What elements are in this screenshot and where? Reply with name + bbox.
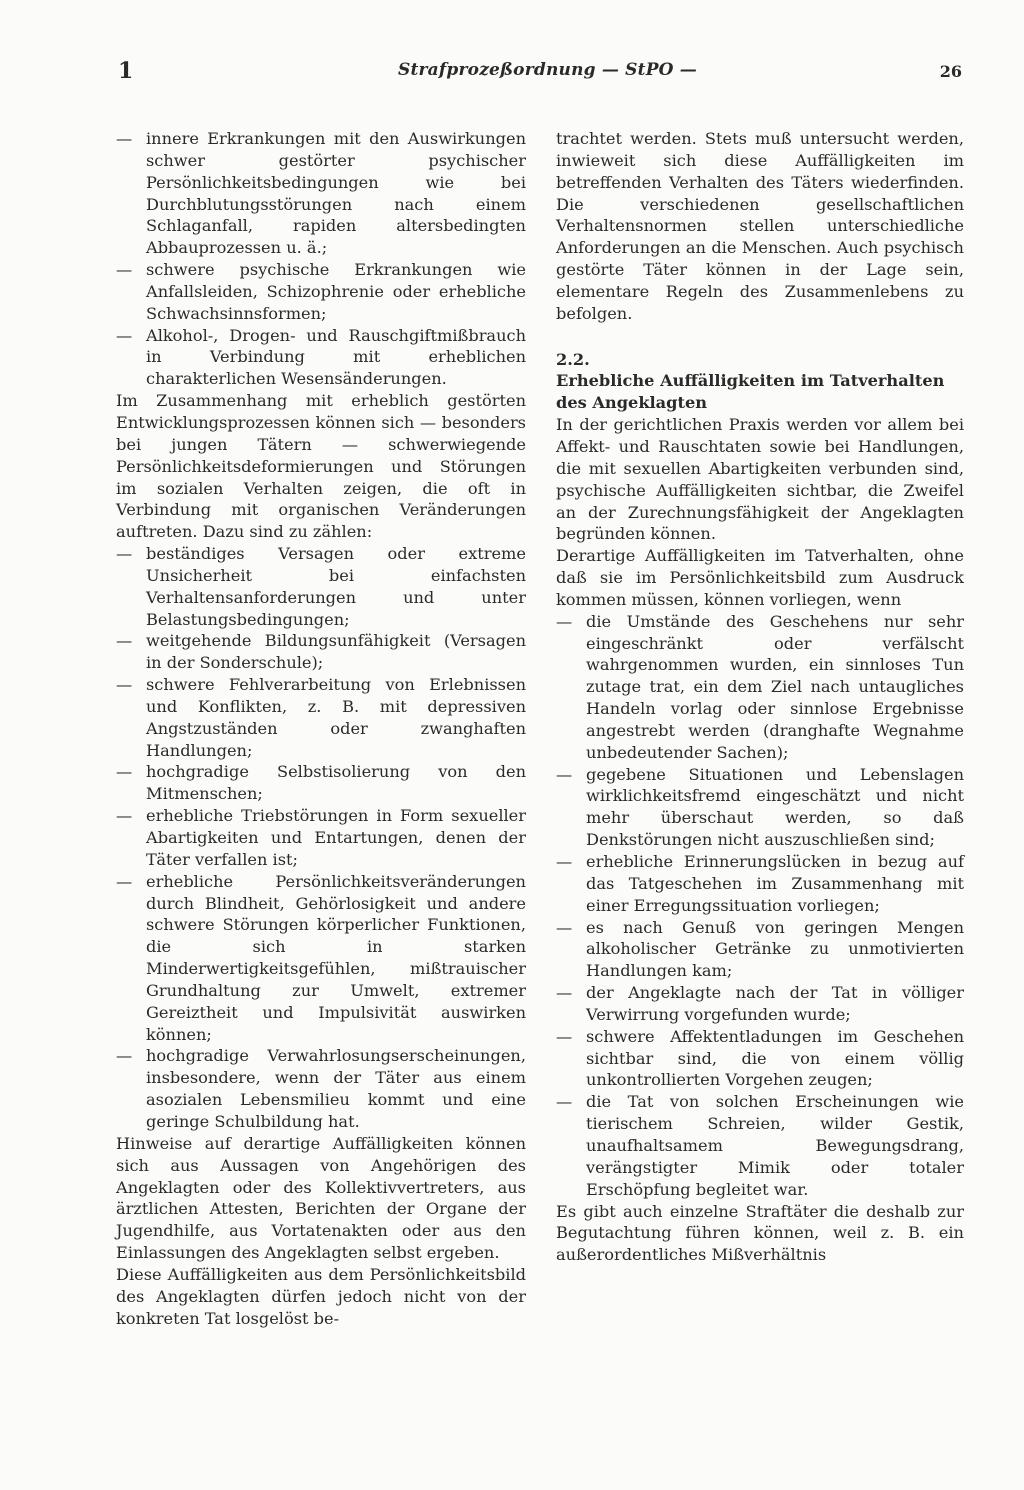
dash-bullet: — (556, 764, 573, 784)
dash-bullet: — (556, 1092, 573, 1112)
dash-bullet: — (116, 260, 133, 280)
dash-bullet: — (116, 544, 133, 564)
dash-bullet: — (116, 631, 133, 651)
list-item: — erhebliche Triebstörungen in Form sexueller Abartigkeiten und Entartungen, denen der Täter verfallen ist; (116, 806, 526, 869)
section-heading: Erhebliche Auffälligkeiten im Tatverhalten des Angeklagten (556, 371, 945, 413)
dash-bullet: — (116, 1046, 133, 1066)
list-item: — weitgehende Bildungsunfähigkeit (Versagen in der Sonderschule); (116, 631, 526, 673)
list-item: — die Umstände des Geschehens nur sehr eingeschränkt oder verfälscht wahrgenommen wurden, ein sinnloses Tun zutage trat, ein dem Ziel nach untaugliches Handeln vorlag oder sinnlose Ergebnisse angestrebt werden (dranghafte Wegnahme unbedeutender Sachen); (556, 611, 964, 762)
dash-bullet: — (116, 871, 133, 891)
page-header (118, 58, 962, 88)
dash-bullet: — (556, 611, 573, 631)
paragraph: Es gibt auch einzelne Straftäter die deshalb zur Begutachtung führen können, weil z. B. ein außerordentliches Mißverhältnis (556, 1201, 964, 1265)
list-item: — beständiges Versagen oder extreme Unsicherheit bei einfachsten Verhaltensanforderungen und unter Belastungsbedingungen; (116, 544, 526, 629)
running-title: Strafprozeßordnung — StPO — (398, 60, 698, 80)
list-item: — hochgradige Verwahrlosungserscheinungen, insbesondere, wenn der Täter aus einem asozialen Lebensmilieu kommt und eine geringe Schulbildung hat. (116, 1046, 526, 1131)
paragraph: In der gerichtlichen Praxis werden vor allem bei Affekt- und Rauschtaten sowie bei Handlungen, die mit sexuellen Abartigkeiten verbunden sind, psychische Auffälligkeiten sichtbar, die Zweifel an der Zurechnungsfähigkeit der Angeklagten begründen können. (556, 415, 964, 544)
left-column (116, 128, 526, 1329)
paragraph: Diese Auffälligkeiten aus dem Persönlichkeitsbild des Angeklagten dürfen jedoch nicht von der konkreten Tat losgelöst be- (116, 1264, 526, 1328)
list-item: — der Angeklagte nach der Tat in völliger Verwirrung vorgefunden wurde; (556, 983, 964, 1024)
paragraph: trachtet werden. Stets muß untersucht werden, inwieweit sich diese Auffälligkeiten im betreffenden Verhalten des Täters wiederfinden. Die verschiedenen gesellschaftlichen Verhaltensnormen stellen unterschiedliche Anforderungen an die Menschen. Auch psychisch gestörte Täter können in der Lage sein, elementare Regeln des Zusammenlebens zu befolgen. (556, 129, 964, 323)
dash-bullet: — (556, 983, 573, 1003)
list-item: — hochgradige Selbstisolierung von den Mitmenschen; (116, 762, 526, 804)
list-item: — es nach Genuß von geringen Mengen alkoholischer Getränke zu unmotivierten Handlungen kam; (556, 917, 964, 981)
list-item: — schwere Affektentladungen im Geschehen sichtbar sind, die von einem völlig unkontrollierten Vorgehen zeugen; (556, 1026, 964, 1090)
list-item: — erhebliche Erinnerungslücken in bezug auf das Tatgeschehen im Zusammenhang mit einer Erregungssituation vorliegen; (556, 852, 964, 915)
dash-bullet: — (556, 1026, 573, 1046)
page-number: 26 (939, 62, 962, 81)
dash-bullet: — (116, 129, 133, 148)
list-item: — schwere Fehlverarbeitung von Erlebnissen und Konflikten, z. B. mit depressiven Angstzuständen oder zwanghaften Handlungen; (116, 675, 526, 760)
dash-bullet: — (116, 762, 133, 782)
list-item: — schwere psychische Erkrankungen wie Anfallsleiden, Schizophrenie oder erhebliche Schwachsinnsformen; (116, 260, 526, 323)
paragraph: Hinweise auf derartige Auffälligkeiten können sich aus Aussagen von Angehörigen des Angeklagten oder des Kollektivvertreters, aus ärztlichen Attesten, Berichten der Organe der Jugendhilfe, aus Vortatenakten oder aus den Einlassungen des Angeklagten selbst ergeben. (116, 1133, 526, 1263)
right-column (556, 128, 964, 1266)
paragraph: Derartige Auffälligkeiten im Tatverhalten, ohne daß sie im Persönlichkeitsbild zum Ausdruck kommen müssen, können vorliegen, wenn (556, 546, 964, 609)
list-item: — innere Erkrankungen mit den Auswirkungen schwer gestörter psychischer Persönlichkeitsbedingungen wie bei Durchblutungsstörungen nach einem Schlaganfall, rapiden altersbedingten Abbauprozessen u. ä.; (116, 129, 526, 258)
paragraph: Im Zusammenhang mit erheblich gestörten Entwicklungsprozessen können sich — besonders bei jungen Tätern — schwerwiegende Persönlichkeitsdeformierungen und Störungen im sozialen Verhalten zeigen, die oft in Verbindung mit organischen Veränderungen auftreten. Dazu sind zu zählen: (116, 391, 526, 542)
dash-bullet: — (116, 675, 133, 695)
list-item: — erhebliche Persönlichkeitsveränderungen durch Blindheit, Gehörlosigkeit und andere schwere Störungen körperlicher Funktionen, die sich in starken Minderwertigkeitsgefühlen, mißtrauischer Grundhaltung zur Umwelt, extremer Gereiztheit und Impulsivität auswirken können; (116, 871, 526, 1044)
section-number: 2.2. (556, 349, 590, 369)
dash-bullet: — (116, 806, 133, 826)
list-item: — Alkohol-, Drogen- und Rauschgiftmißbrauch in Verbindung mit erheblichen charakterlichen Wesensänderungen. (116, 325, 526, 389)
chapter-number: 1 (118, 58, 134, 84)
list-item: — gegebene Situationen und Lebenslagen wirklichkeitsfremd eingeschätzt und nicht mehr überschaut werden, so daß Denkstörungen nicht auszuschließen sind; (556, 764, 964, 850)
dash-bullet: — (116, 325, 133, 345)
list-item: — die Tat von solchen Erscheinungen wie tierischem Schreien, wilder Gestik, unaufhaltsamem Bewegungsdrang, verängstigter Mimik oder totaler Erschöpfung begleitet war. (556, 1092, 964, 1199)
dash-bullet: — (556, 917, 573, 937)
dash-bullet: — (556, 852, 573, 871)
